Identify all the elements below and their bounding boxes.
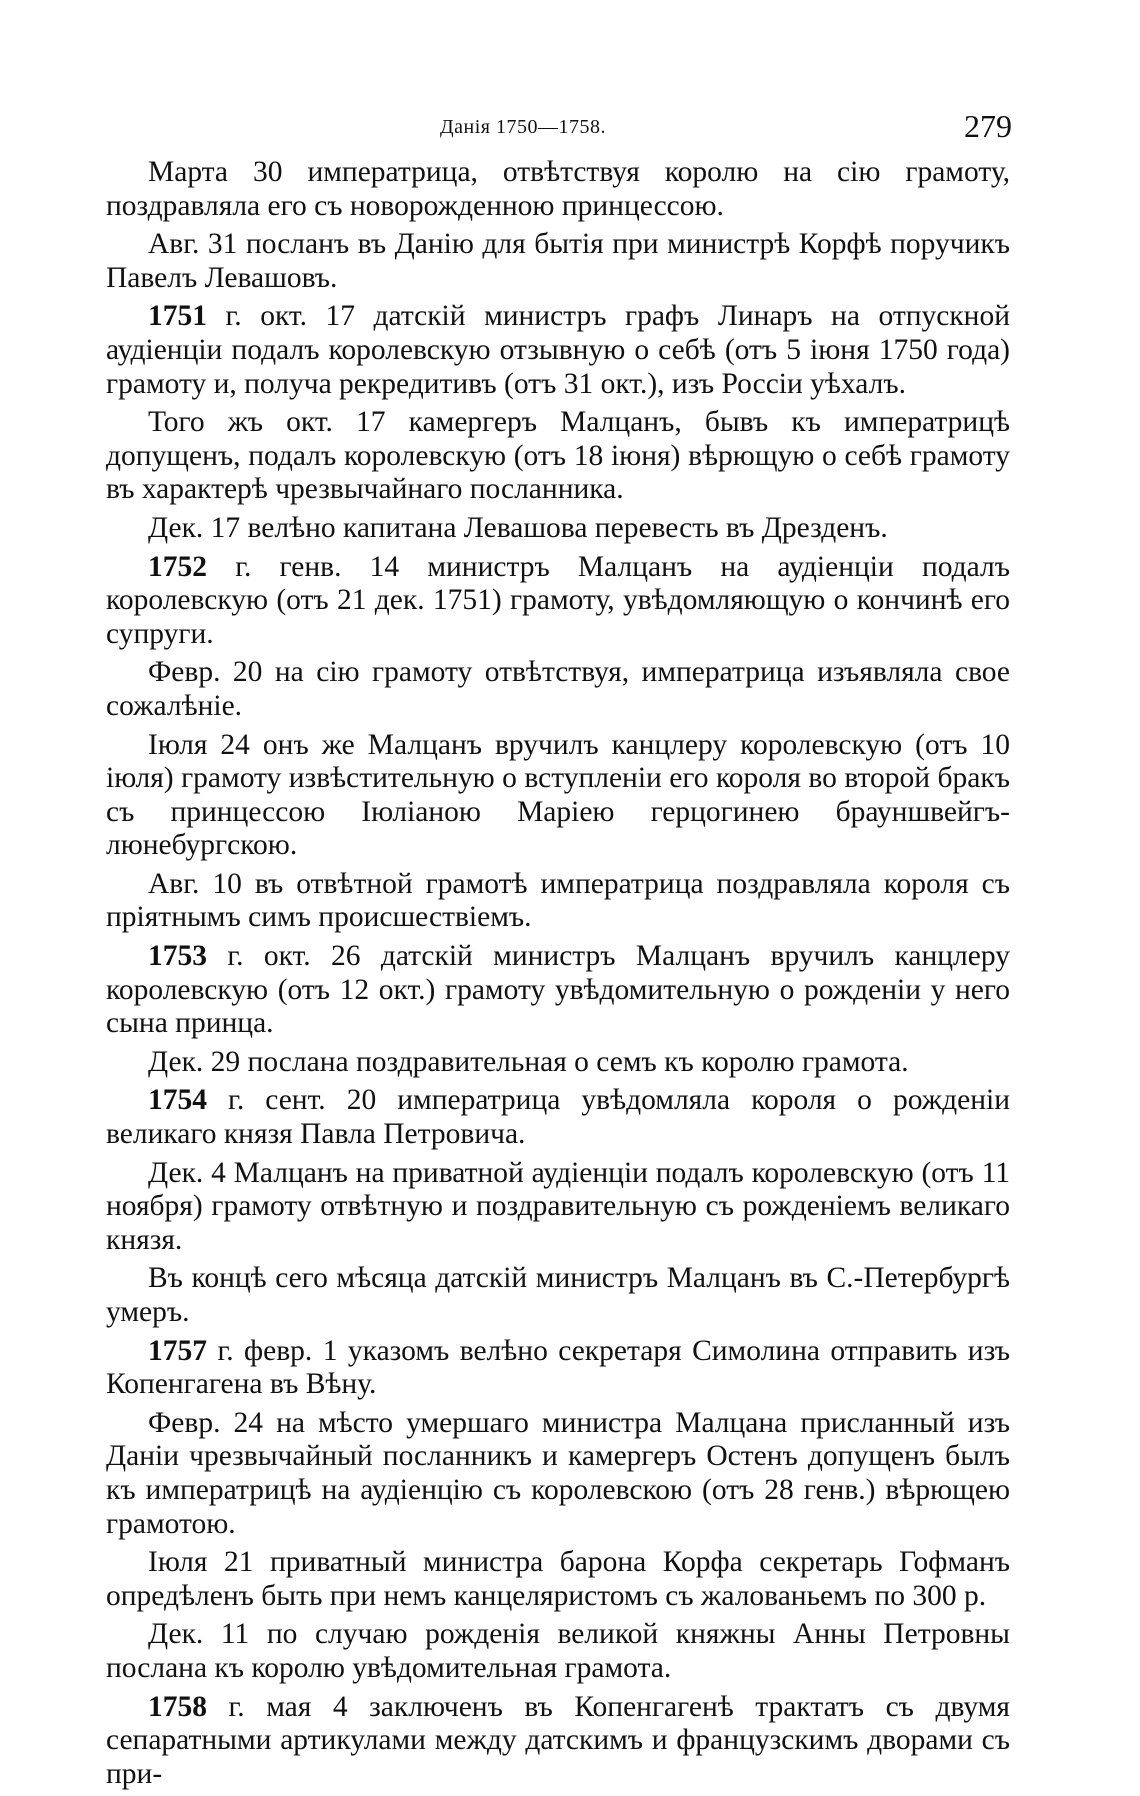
paragraph [106, 868, 1010, 935]
year-marker: 1753 [148, 940, 207, 973]
paragraph-text: Іюля 21 приватный министра барона Корфа секретарь Гофманъ опредѣленъ быть при немъ канцеляристомъ съ жалованьемъ по 300 р. [106, 1546, 1010, 1612]
paragraph [106, 656, 1010, 723]
paragraph-text: г. февр. 1 указомъ велѣно секретаря Симолина отправить изъ Копенгагена въ Вѣну. [106, 1334, 1010, 1401]
paragraph-text: Марта 30 императрица, отвѣтствуя королю на сію грамоту, поздравляла его съ новорожденною принцессою. [106, 156, 1010, 222]
running-title: Данія 1750—1758. [440, 116, 606, 138]
paragraph-text: Того жъ окт. 17 камергеръ Малцанъ, бывъ къ императрицѣ допущенъ, подалъ королевскую (отъ 18 іюня) вѣрющую о себѣ грамоту въ характерѣ чрезвычайнаго посланника. [106, 406, 1010, 506]
paragraph [106, 1546, 1010, 1613]
paragraph-text: г. сент. 20 императрица увѣдомляла короля о рожденіи великаго князя Павла Петровича. [106, 1084, 1010, 1151]
paragraph [106, 406, 1010, 507]
paragraph [106, 1157, 1010, 1258]
body-text [106, 156, 1010, 1796]
paragraph [106, 551, 1010, 652]
paragraph-text: Февр. 20 на сію грамоту отвѣтствуя, императрица изъявляла свое сожалѣніе. [106, 656, 1010, 722]
year-marker: 1751 [148, 300, 207, 333]
paragraph [106, 729, 1010, 863]
page-number: 279 [964, 108, 1012, 144]
year-marker: 1757 [148, 1334, 207, 1367]
paragraph-text: г. генв. 14 министръ Малцанъ на аудіенціи подалъ королевскую (отъ 21 дек. 1751) грамоту, увѣдомляющую о кончинѣ его супруги. [106, 550, 1010, 650]
paragraph [106, 300, 1010, 401]
paragraph-text: Дек. 11 по случаю рожденія великой княжны Анны Петровны послана къ королю увѣдомительная грамота. [106, 1618, 1010, 1684]
year-marker: 1758 [148, 1690, 207, 1723]
paragraph-text: г. окт. 26 датскій министръ Малцанъ вручилъ канцлеру королевскую (отъ 12 окт.) грамоту увѣдомительную о рожденіи у него сына принца. [106, 940, 1010, 1040]
paragraph [106, 1335, 1010, 1402]
paragraph [106, 228, 1010, 295]
paragraph-text: г. окт. 17 датскій министръ графъ Линаръ на отпускной аудіенціи подалъ королевскую отзывную о себѣ (отъ 5 іюня 1750 года) грамоту и, получа рекредитивъ (отъ 31 окт.), изъ Россіи уѣхалъ. [106, 300, 1010, 400]
paragraph-text: г. мая 4 заключенъ въ Копенгагенѣ трактатъ съ двумя сепаратными артикулами между датскимъ и французскимъ дворами съ при- [106, 1690, 1010, 1790]
paragraph [106, 1084, 1010, 1151]
paragraph-text: Февр. 24 на мѣсто умершаго министра Малцана присланный изъ Даніи чрезвычайный посланникъ и камергеръ Остенъ допущенъ былъ къ императрицѣ на аудіенцію съ королевскою (отъ 28 генв.) вѣрющею грамотою. [106, 1406, 1010, 1540]
paragraph-text: Іюля 24 онъ же Малцанъ вручилъ канцлеру королевскую (отъ 10 іюля) грамоту извѣстительную о вступленіи его короля во второй бракъ съ принцессою Іюліаною Маріею герцогинею брауншвейгъ-люнебургскою. [106, 728, 1010, 862]
paragraph [106, 1262, 1010, 1329]
paragraph [106, 512, 1010, 546]
running-head [0, 108, 1140, 148]
paragraph-text: Авг. 10 въ отвѣтной грамотѣ императрица поздравляла короля съ пріятнымъ симъ происшествіемъ. [106, 867, 1010, 934]
paragraph [106, 156, 1010, 223]
year-marker: 1754 [148, 1084, 207, 1117]
paragraph [106, 1407, 1010, 1541]
paragraph-text: Авг. 31 посланъ въ Данію для бытія при министрѣ Корфѣ поручикъ Павелъ Левашовъ. [106, 228, 1010, 294]
paragraph-text: Дек. 29 послана поздравительная о семъ къ королю грамота. [148, 1045, 909, 1078]
paragraph-text: Дек. 17 велѣно капитана Левашова перевесть въ Дрезденъ. [148, 511, 888, 544]
paragraph-text: Въ концѣ сего мѣсяца датскій министръ Малцанъ въ С.-Петербургѣ умеръ. [106, 1262, 1010, 1328]
year-marker: 1752 [148, 550, 207, 583]
paragraph [106, 1046, 1010, 1080]
paragraph [106, 940, 1010, 1041]
paragraph [106, 1618, 1010, 1685]
paragraph-text: Дек. 4 Малцанъ на приватной аудіенціи подалъ королевскую (отъ 11 ноября) грамоту отвѣтную и поздравительную съ рожденіемъ великаго князя. [106, 1156, 1010, 1256]
paragraph [106, 1691, 1010, 1792]
